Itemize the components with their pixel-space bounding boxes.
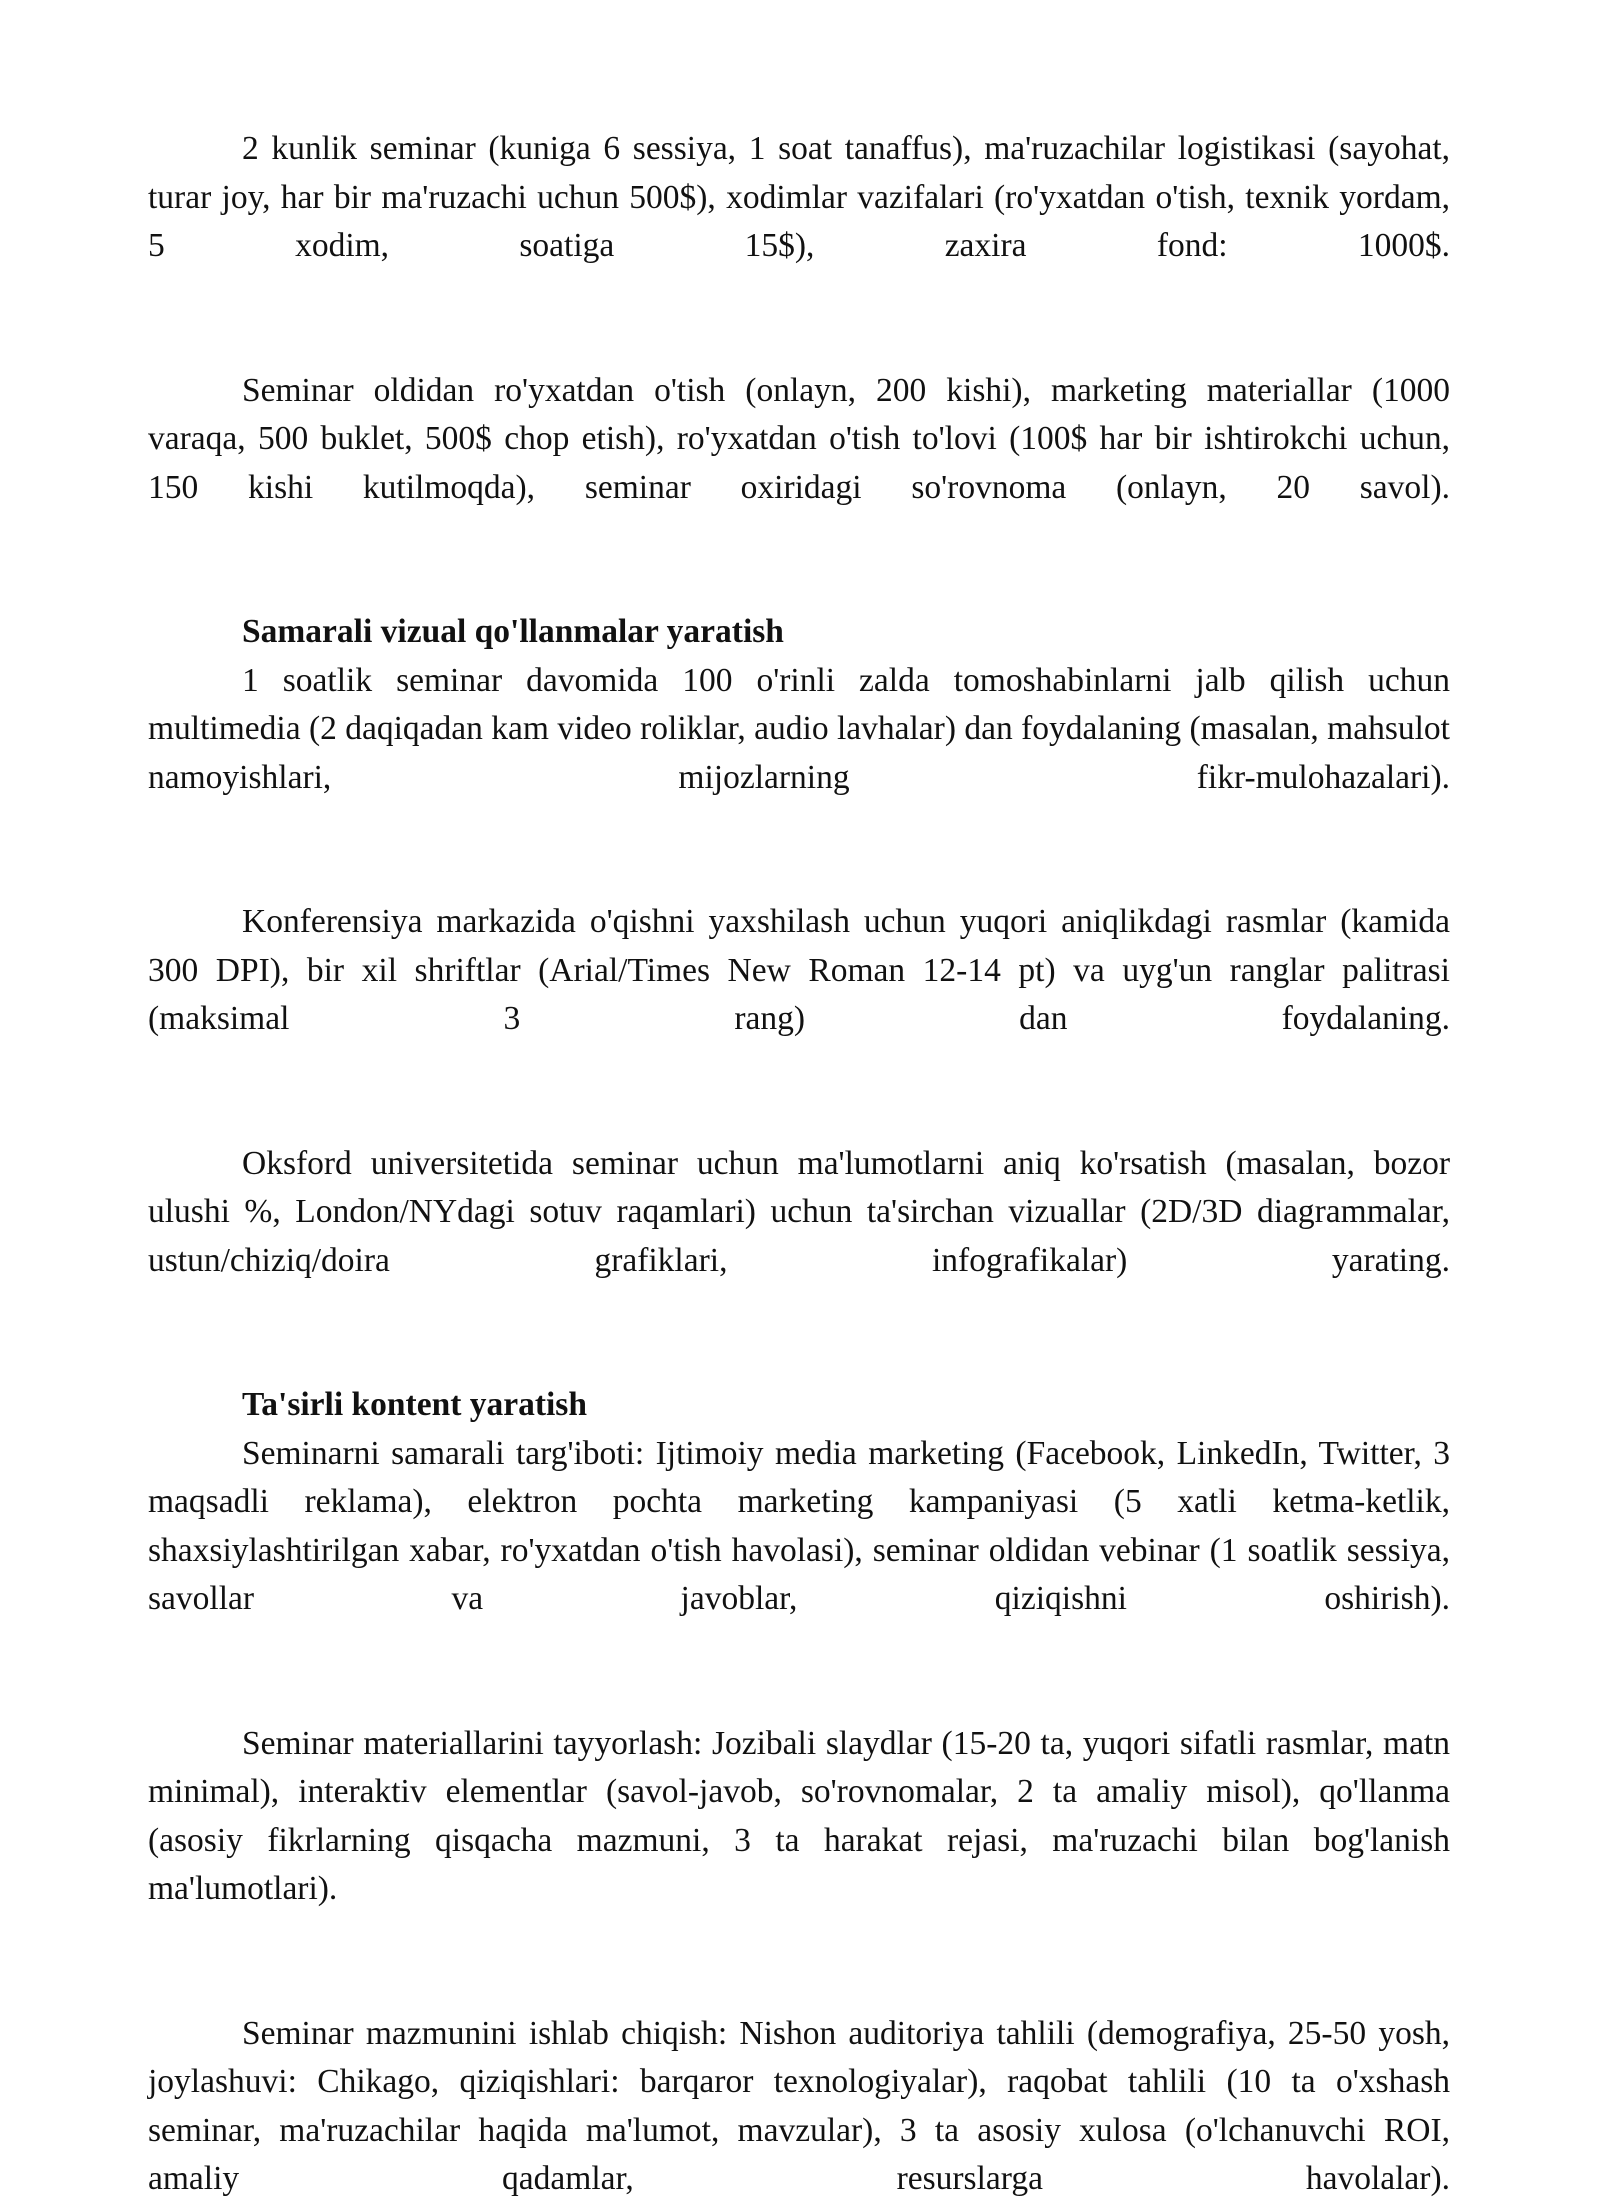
paragraph-visualizations: Oksford universitetida seminar uchun ma'lumotlarni aniq ko'rsatish (masalan, bozor ulushi %, London/NYdagi sotuv raqamlari) uchun ta'sirchan vizuallar (2D/3D diagrammalar, ustun/chiziq/doira grafiklari, infografikalar) yarating. (148, 1144, 1450, 1279)
paragraph-promotion: Seminarni samarali targ'iboti: Ijtimoiy media marketing (Facebook, LinkedIn, Twitter, 3 maqsadli reklama), elektron pochta marketing kampaniyasi (5 xatli ketma-ketlik, shaxsiylashtirilgan xabar, ro'yxatdan o'tish havolasi), seminar oldidan vebinar (1 soatlik sessiya, savollar va javoblar, qiziqishni oshirish). (148, 1434, 1450, 1617)
paragraph-multimedia: 1 soatlik seminar davomida 100 o'rinli zalda tomoshabinlarni jalb qilish uchun multimedia (2 daqiqadan kam video roliklar, audio lavhalar) dan foydalaning (masalan, mahsulot namoyishlari, mijozlarning fikr-mulohazalari). (148, 661, 1450, 796)
paragraph-content-development: Seminar mazmunini ishlab chiqish: Nishon auditoriya tahlili (demografiya, 25-50 yosh, joylashuvi: Chikago, qiziqishlari: barqaror texnologiyalar), raqobat tahlili (10 ta o'xshash seminar, ma'ruzachilar haqida ma'lumot, mavzular), 3 ta asosiy xulosa (o'lchanuvchi ROI, amaliy qadamlar, resurslarga havolalar). (148, 2014, 1450, 2197)
document-page (148, 125, 1450, 2204)
heading-content-creation: Ta'sirli kontent yaratish (242, 1386, 587, 1423)
paragraph-registration-marketing: Seminar oldidan ro'yxatdan o'tish (onlayn, 200 kishi), marketing materiallar (1000 varaqa, 500 buklet, 500$ chop etish), ro'yxatdan o'tish to'lovi (100$ har bir ishtirokchi uchun, 150 kishi kutilmoqda), seminar oxiridagi so'rovnoma (onlayn, 20 savol). (148, 371, 1450, 506)
paragraph-image-quality: Konferensiya markazida o'qishni yaxshilash uchun yuqori aniqlikdagi rasmlar (kamida 300 DPI), bir xil shriftlar (Arial/Times New Roman 12-14 pt) va uyg'un ranglar palitrasi (maksimal 3 rang) dan foydalaning. (148, 903, 1450, 1037)
paragraph-materials: Seminar materiallarini tayyorlash: Jozibali slaydlar (15-20 ta, yuqori sifatli rasmlar, matn minimal), interaktiv elementlar (savol-javob, so'rovnomalar, 2 ta amaliy misol), qo'llanma (asosiy fikrlarning qisqacha mazmuni, 3 ta harakat rejasi, ma'ruzachi bilan bog'lanish ma'lumotlari). (148, 1724, 1450, 1907)
heading-visual-aids: Samarali vizual qo'llanmalar yaratish (242, 613, 784, 650)
paragraph-seminar-logistics: 2 kunlik seminar (kuniga 6 sessiya, 1 soat tanaffus), ma'ruzachilar logistikasi (sayohat, turar joy, har bir ma'ruzachi uchun 500$), xodimlar vazifalari (ro'yxatdan o'tish, texnik yordam, 5 xodim, soatiga 15$), zaxira fond: 1000$. (148, 130, 1450, 264)
